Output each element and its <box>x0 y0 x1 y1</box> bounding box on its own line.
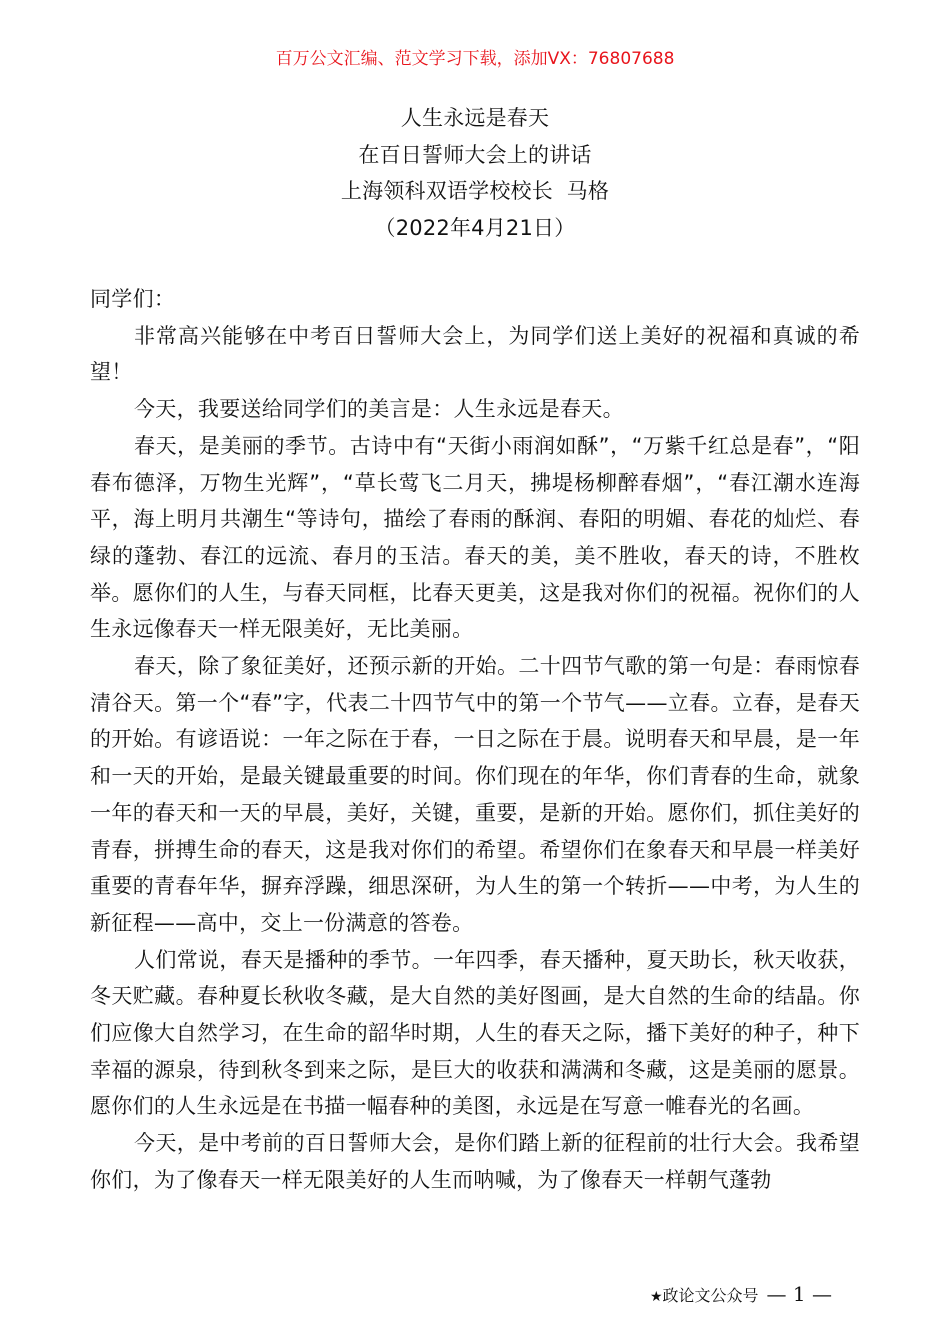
document-title: 人生永远是春天 <box>400 106 550 130</box>
salutation: 同学们： <box>90 287 176 311</box>
star-icon: ★ <box>649 1289 663 1305</box>
paragraph: 非常高兴能够在中考百日誓师大会上，为同学们送上美好的祝福和真诚的希望！ <box>90 323 860 385</box>
page-footer <box>650 1280 832 1311</box>
title-block <box>0 100 950 246</box>
speech-body <box>90 281 860 1199</box>
page-number: — 1 — <box>766 1282 832 1306</box>
paragraph: 今天，是中考前的百日誓师大会，是你们踏上新的征程前的壮行大会。我希望你们，为了像春天一样无限美好的人生而呐喊，为了像春天一样朝气蓬勃 <box>90 1131 860 1192</box>
footer-source: 政论文公众号 <box>662 1286 759 1305</box>
paragraph: 人们常说，春天是播种的季节。一年四季，春天播种，夏天助长，秋天收获，冬天贮藏。春种夏长秋收冬藏，是大自然的美好图画，是大自然的生命的结晶。你们应像大自然学习，在生命的韶华时期，人生的春天之际，播下美好的种子，种下幸福的源泉，待到秋冬到来之际，是巨大的收获和满满和冬藏，这是美丽的愿景。愿你们的人生永远是在书描一幅春种的美图，永远是在写意一帷春光的名画。 <box>90 947 860 1119</box>
author-line: 上海领科双语学校校长 马格 <box>340 179 610 203</box>
watermark-banner: 百万公文汇编、范文学习下载，添加VX：76807688 <box>275 49 675 69</box>
document-subtitle: 在百日誓师大会上的讲话 <box>358 142 592 167</box>
paragraph: 春天，除了象征美好，还预示新的开始。二十四节气歌的第一句是：春雨惊春清谷天。第一个“春”字，代表二十四节气中的第一个节气——立春。立春，是春天的开始。有谚语说：一年之际在于春，一日之际在于晨。说明春天和早晨，是一年和一天的开始，是最关键最重要的时间。你们现在的年华，你们青春的生命，就象一年的春天和一天的早晨，美好，关键，重要，是新的开始。愿你们，抓住美好的青春，拼搏生命的春天，这是我对你们的希望。希望你们在象春天和早晨一样美好重要的青春年华，摒弃浮躁，细思深研，为人生的第一个转折——中考，为人生的新征程——高中，交上一份满意的答卷。 <box>90 654 860 935</box>
date-line: （2022年4月21日） <box>374 215 576 240</box>
paragraph: 今天，我要送给同学们的美言是：人生永远是春天。 <box>134 397 624 422</box>
paragraph: 春天，是美丽的季节。古诗中有“天街小雨润如酥”，“万紫千红总是春”，“阳春布德泽，万物生光辉”，“草长莺飞二月天，拂堤杨柳醉春烟”，“春江潮水连海平，海上明月共潮生“等诗句，描绘了春雨的酥润、春阳的明媚、春花的灿烂、春绿的蓬勃、春江的远流、春月的玉洁。春天的美，美不胜收，春天的诗，不胜枚举。愿你们的人生，与春天同框，比春天更美，这是我对你们的祝福。祝你们的人生永远像春天一样无限美好，无比美丽。 <box>90 433 860 642</box>
